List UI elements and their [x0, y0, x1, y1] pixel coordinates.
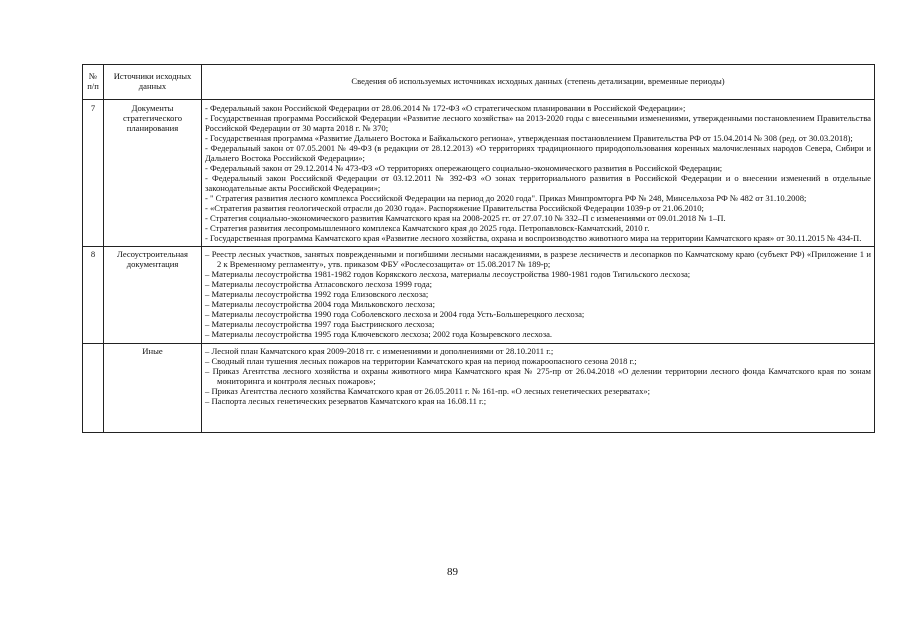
list-item: - Федеральный закон Российской Федерации от 28.06.2014 № 172-ФЗ «О стратегическом планировании в Российской Федерации»; — [205, 103, 686, 113]
list-item: – Сводный план тушения лесных пожаров на территории Камчатского края на период пожароопасного сезона 2018 г.; — [205, 356, 637, 366]
list-item: - Федеральный закон от 07.05.2001 № 49-ФЗ (в редакции от 28.12.2013) «О территориях традиционного природопользования коренных малочисленных народов Севера, Сибири и Дальнего Востока Российской Федерации»; — [205, 143, 871, 163]
list-item: – Материалы лесоустройства 1997 года Быстринского лесхоза; — [205, 319, 435, 329]
list-item: - Государственная программа Российской Федерации «Развитие лесного хозяйства» на 2013-2020 годы с внесенными изменениями, утвержденными постановлением Правительства Российской Федерации от 30 марта 2018 г. № 370; — [205, 113, 871, 133]
list-item: – Реестр лесных участков, занятых поврежденными и погибшими лесными насаждениями, в разрезе лесничеств и лесопарков по Камчатскому краю (субъект РФ) «Приложение 1 и 2 к Временному регламенту», утв. приказом ФБУ «Рослесозащита» от 15.08.2017 № 189-р; — [205, 249, 871, 269]
row-num — [83, 344, 104, 433]
list-item: – Материалы лесоустройства 2004 года Мильковского лесхоза; — [205, 299, 435, 309]
row-items — [202, 344, 875, 433]
page-number: 89 — [447, 566, 458, 578]
list-item: - Стратегия социально-экономического развития Камчатского края на 2008-2025 гг. от 27.07.10 № 332–П с изменениями от 09.01.2018 № 1–П. — [205, 213, 726, 223]
row-num: 7 — [83, 100, 104, 247]
row-source: Лесоустроительная документация — [104, 247, 202, 344]
list-item: - Государственная программа «Развитие Дальнего Востока и Байкальского региона», утвержденная постановлением Правительства РФ от 15.04.2014 № 308 (ред. от 30.03.2018); — [205, 133, 853, 143]
list-item: - Федеральный закон от 29.12.2014 № 473-ФЗ «О территориях опережающего социально-экономического развития в Российской Федерации; — [205, 163, 723, 173]
table-row — [83, 247, 875, 344]
row-num: 8 — [83, 247, 104, 344]
row-source: Иные — [104, 344, 202, 433]
list-item: – Приказ Агентства лесного хозяйства Камчатского края от 26.05.2011 г. № 161-пр. «О лесных генетических резерватах»; — [205, 386, 651, 396]
list-item: - «Стратегия развития геологической отрасли до 2030 года». Распоряжение Правительства Российской Федерации 1039-р от 21.06.2010; — [205, 203, 704, 213]
table-row — [83, 100, 875, 247]
sources-table — [82, 64, 875, 433]
row-items — [202, 100, 875, 247]
list-item: - Государственная программа Камчатского края «Развитие лесного хозяйства, охрана и воспроизводство животного мира на территории Камчатского края» от 30.11.2015 № 434-П. — [205, 233, 862, 243]
list-item: – Материалы лесоустройства 1992 года Елизовского лесхоза; — [205, 289, 429, 299]
list-item: – Материалы лесоустройства 1990 года Соболевского лесхоза и 2004 года Усть-Большерецкого лесхоза; — [205, 309, 585, 319]
header-source: Источники исходных данных — [104, 65, 202, 100]
list-item: - Федеральный закон Российской Федерации от 03.12.2011 № 392-ФЗ «О зонах территориального развития в Российской Федерации и о внесении изменений в отдельные законодательные акты Российской Федерации»; — [205, 173, 871, 193]
row-source: Документы стратегического планирования — [104, 100, 202, 247]
list-item: – Материалы лесоустройства 1995 года Ключевского лесхоза; 2002 года Козыревского лесхоза. — [205, 329, 553, 339]
list-item: - Стратегия развития лесопромышленного комплекса Камчатского края до 2025 года. Петропавловск-Камчатский, 2010 г. — [205, 223, 650, 233]
list-item: - " Стратегия развития лесного комплекса Российской Федерации на период до 2020 года". Приказ Минпромторга РФ № 248, Минсельхоза РФ № 482 от 31.10.2008; — [205, 193, 807, 203]
header-info: Сведения об используемых источниках исходных данных (степень детализации, временные периоды) — [202, 65, 875, 100]
list-item: – Материалы лесоустройства Атласовского лесхоза 1999 года; — [205, 279, 433, 289]
row-items — [202, 247, 875, 344]
list-item: – Материалы лесоустройства 1981-1982 годов Корякского лесхоза, материалы лесоустройства 1980-1981 годов Тигильского лесхоза; — [205, 269, 691, 279]
table-header-row — [83, 65, 875, 100]
header-num: № п/п — [83, 65, 104, 100]
list-item: – Приказ Агентства лесного хозяйства и охраны животного мира Камчатского края № 275-пр от 26.04.2018 «О делении территории лесного фонда Камчатского края по зонам мониторинга и контроля лесных пожаров»; — [205, 366, 871, 386]
list-item: – Паспорта лесных генетических резерватов Камчатского края на 16.08.11 г.; — [205, 396, 487, 406]
table-row — [83, 344, 875, 433]
list-item: – Лесной план Камчатского края 2009-2018 гг. с изменениями и дополнениями от 28.10.2011 г.; — [205, 346, 554, 356]
